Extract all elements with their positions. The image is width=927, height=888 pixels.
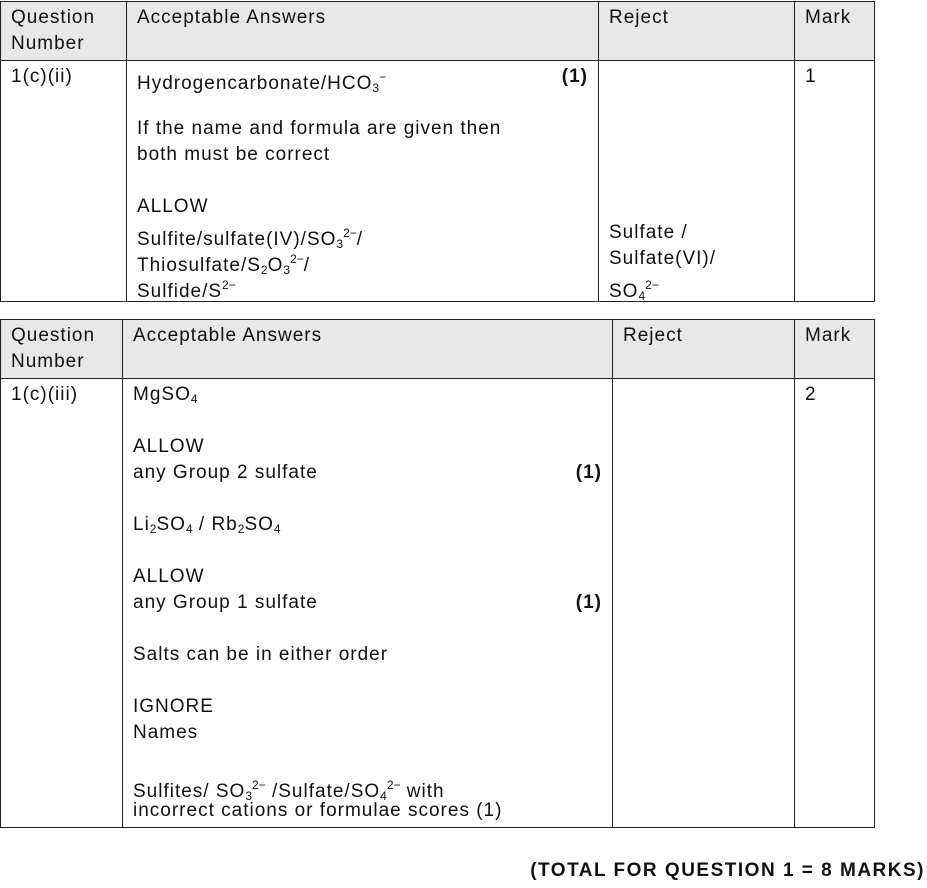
header-acceptable-answers: Acceptable Answers [127,2,599,61]
note-line: If the name and formula are given then [137,118,502,139]
reject-cell [613,379,795,828]
answer-row [1,61,875,302]
hydrogencarbonate-line: Hydrogencarbonate/$HCO_3^-$ (1) [137,66,588,95]
mgso4-line: MgSO$_4$ [133,384,198,406]
thiosulfate-line: Thiosulfate/$S_2O_3^{2-}/$ [137,252,311,277]
sulfide-line: Sulfide/$S^{2-}$ [137,278,236,302]
ignore-label: IGNORE [133,696,214,717]
names-line: Names [133,722,199,743]
header-reject: Reject [599,2,795,61]
mark-scheme-table-1c-ii [0,1,875,302]
order-note: Salts can be in either order [133,644,389,665]
reject-line: Sulfate / [609,222,688,243]
group1-formulae-line: $Li_2SO_4 / Rb_2SO_4$ [133,514,281,536]
header-mark: Mark [795,2,875,61]
point-marker: (1) [575,462,602,483]
question-number: 1(c)(iii) [1,379,123,828]
point-marker: (1) [575,592,602,613]
header-acceptable-answers: Acceptable Answers [123,320,613,379]
mark-scheme-table-1c-iii [0,319,875,828]
reject-cell [599,61,795,302]
group2-line: any Group 2 sulfate (1) [133,460,602,486]
acceptable-answers-cell [123,379,613,828]
point-marker: (1) [561,66,588,87]
header-mark: Mark [795,320,875,379]
note-line: both must be correct [137,144,331,165]
header-row [1,320,875,379]
acceptable-answers-cell [127,61,599,302]
allow-label: ALLOW [133,436,205,457]
incorrect-line: incorrect cations or formulae scores (1) [133,800,503,821]
sulfite-line: Sulfite/$sulfate(IV)/SO_3^{2-}/$ [137,226,364,251]
reject-line: $SO_4^{2-}$ [609,278,659,303]
answer-row [1,379,875,828]
sulfites-line: Sulfites/ $SO_3^{2-}$ $/Sulfate/SO_4^{2-}$ with [133,778,445,803]
allow-label: ALLOW [137,196,209,217]
header-row [1,2,875,61]
header-question-number: Question Number [1,320,123,379]
total-marks: (TOTAL FOR QUESTION 1 = 8 MARKS) [530,860,925,881]
allow-label: ALLOW [133,566,205,587]
header-question-number: Question Number [1,2,127,61]
question-number: 1(c)(ii) [1,61,127,302]
header-reject: Reject [613,320,795,379]
group1-line: any Group 1 sulfate (1) [133,590,602,616]
mark-cell: 1 [795,61,875,302]
reject-line: Sulfate(VI)/ [609,248,717,269]
mark-cell: 2 [795,379,875,828]
